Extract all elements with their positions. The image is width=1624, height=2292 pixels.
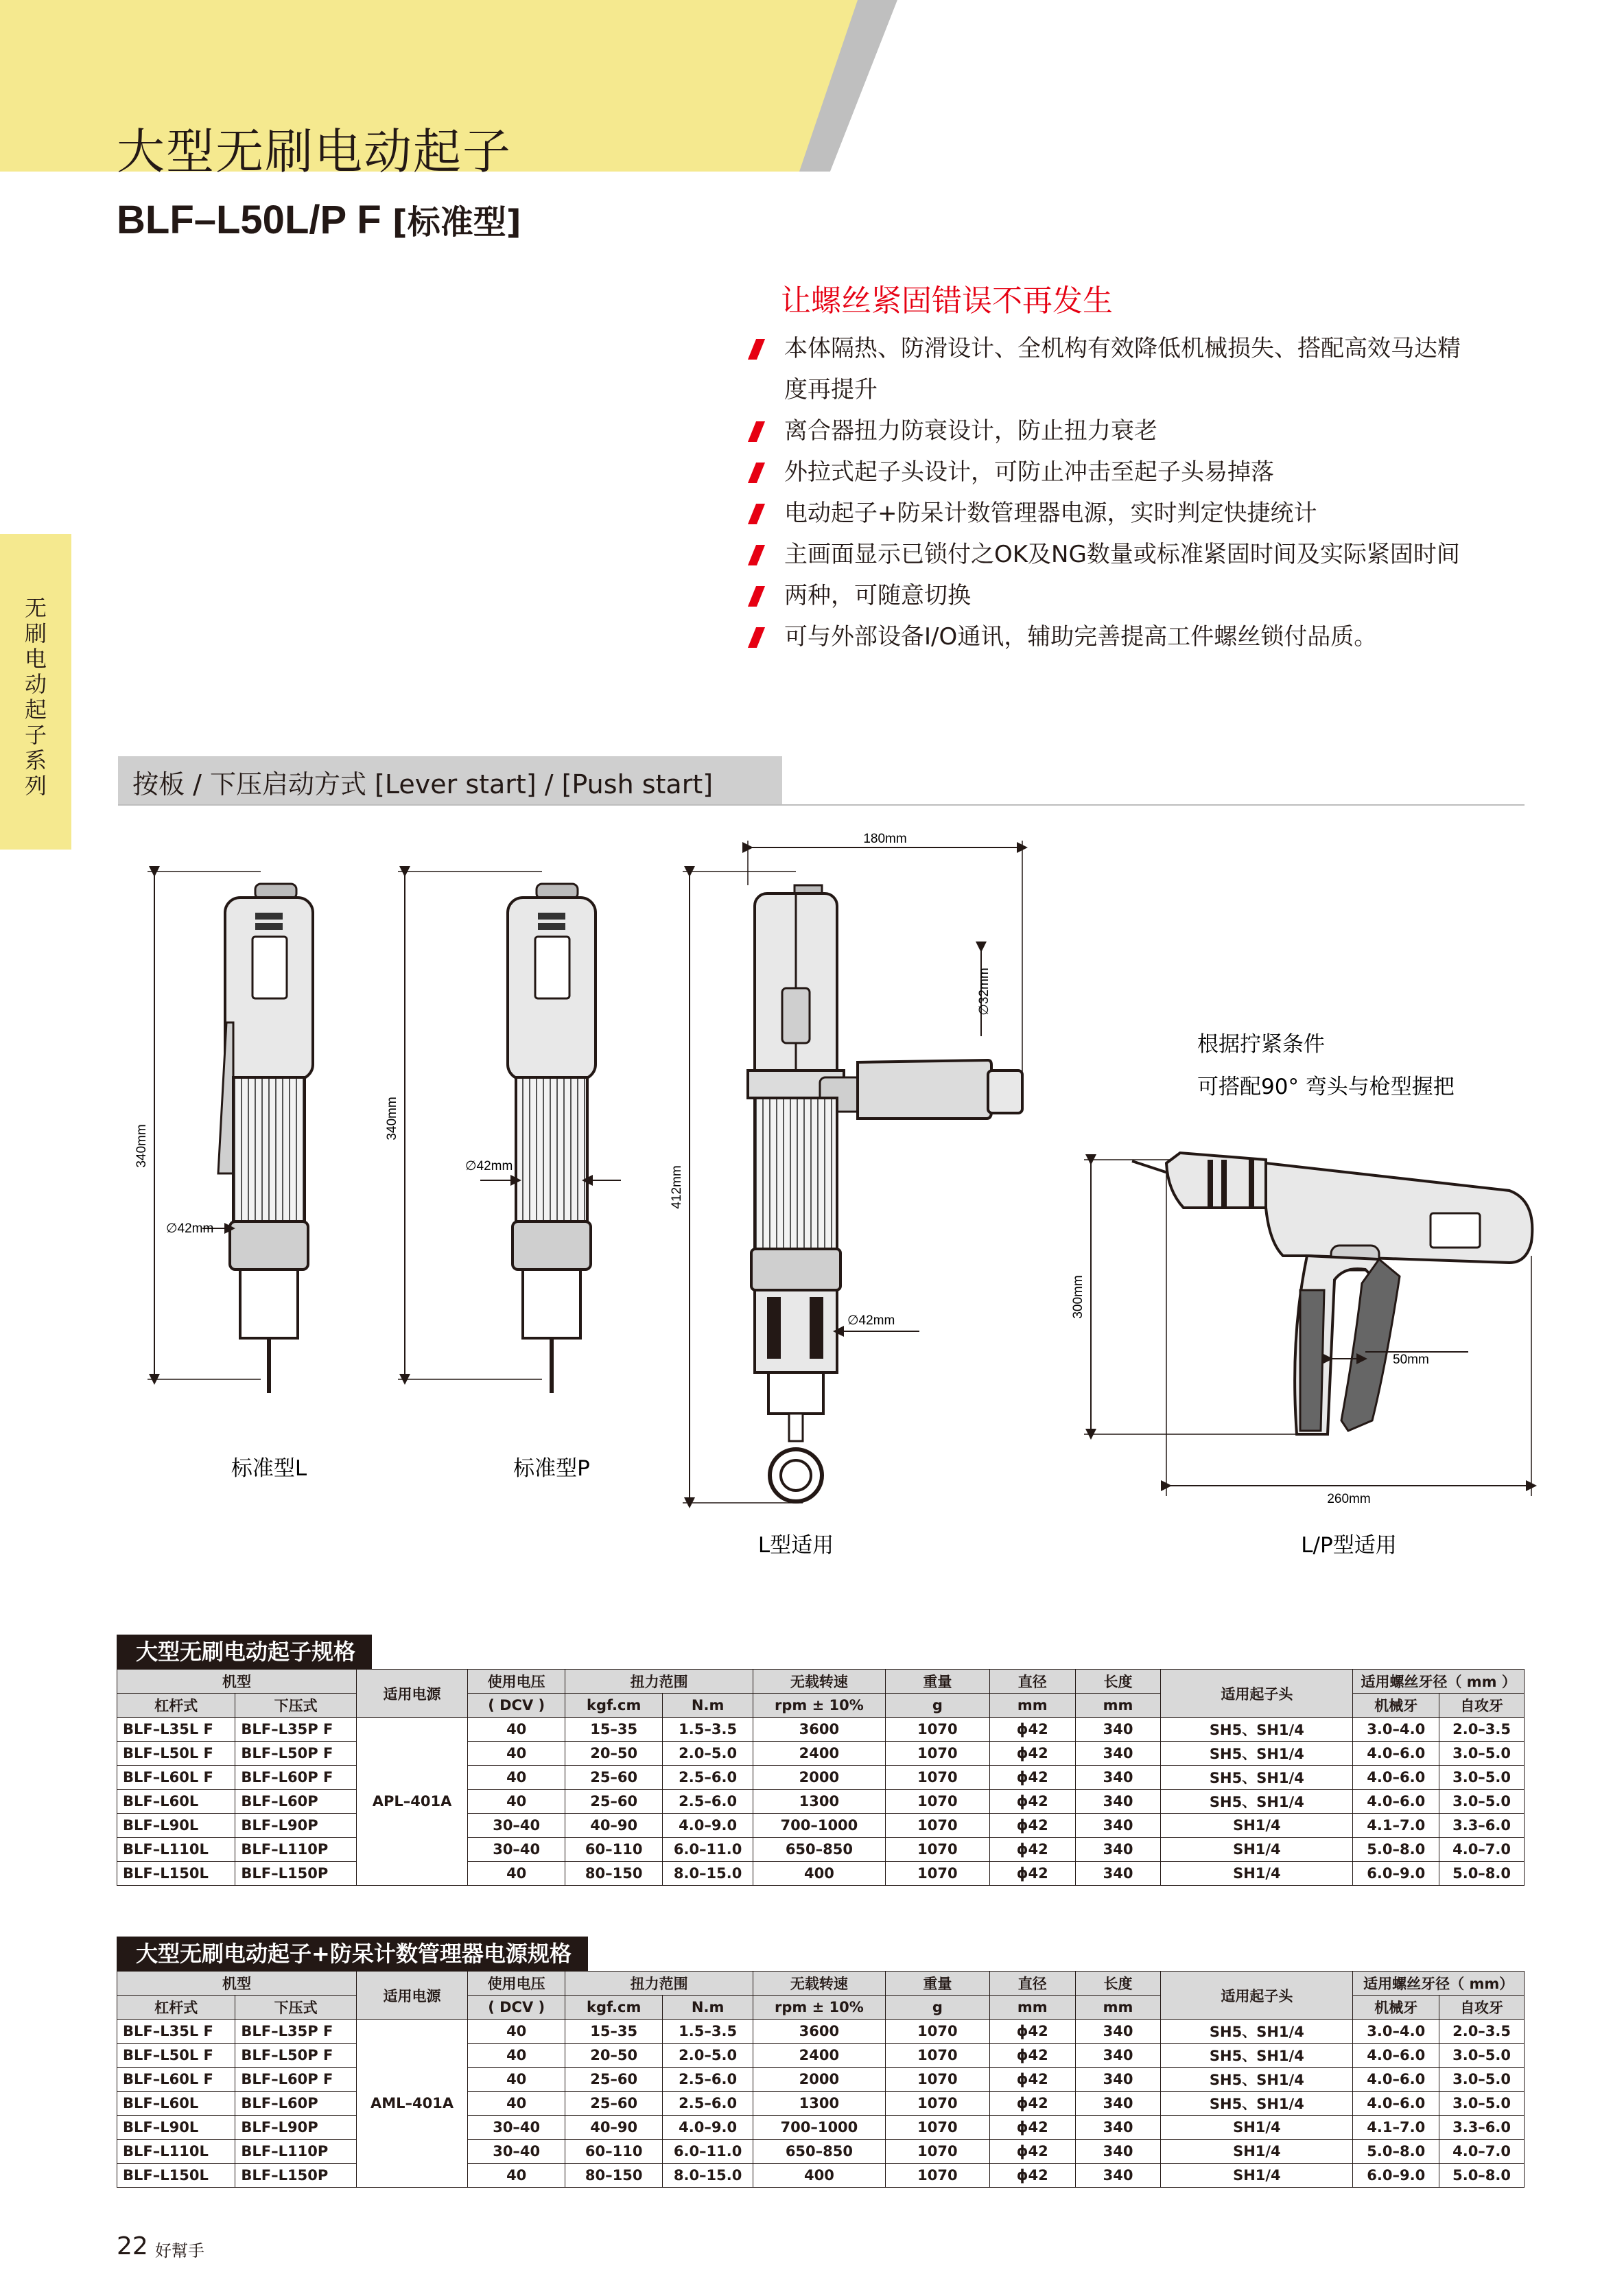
model-number: BLF–L50L/P F [117, 198, 381, 242]
table-cell: SH5、SH1/4 [1161, 2068, 1353, 2092]
table-cell: 340 [1075, 1838, 1161, 1862]
table-cell: 1070 [885, 1790, 989, 1814]
driver-p-drawing [385, 872, 621, 1481]
table-cell: 340 [1075, 2116, 1161, 2140]
table-cell: 5.0–8.0 [1353, 1838, 1439, 1862]
table-row [117, 2020, 1525, 2044]
table-cell: 1.5–3.5 [663, 2020, 753, 2044]
header-weight-unit: g [885, 1996, 989, 2020]
table-cell: 1070 [885, 2164, 989, 2188]
table-cell: SH1/4 [1161, 1862, 1353, 1886]
header-push: 下压式 [235, 1996, 356, 2020]
table-cell: BLF–L35P F [235, 2020, 356, 2044]
table-cell: 1070 [885, 2068, 989, 2092]
table-cell: 30–40 [468, 2140, 565, 2164]
table-cell: 25–60 [565, 1790, 663, 1814]
side-tab-label: 无刷电动起子系列 [24, 595, 47, 799]
table-cell: 40 [468, 2092, 565, 2116]
header-length-unit: mm [1075, 1996, 1161, 2020]
table-row [117, 1790, 1525, 1814]
table-cell: SH1/4 [1161, 1814, 1353, 1838]
header-nm: N.m [663, 1694, 753, 1718]
header-thread: 适用螺丝牙径（ mm） [1353, 1972, 1525, 1996]
table-cell: 1070 [885, 1742, 989, 1766]
table-row [117, 1742, 1525, 1766]
table-cell: 4.0–9.0 [663, 1814, 753, 1838]
header-speed-unit: rpm ± 10% [753, 1694, 886, 1718]
table-row [117, 2140, 1525, 2164]
table-cell: ϕ42 [989, 2164, 1075, 2188]
header-bit: 适用起子头 [1161, 1670, 1353, 1718]
table-cell: 2.0–3.5 [1439, 1718, 1525, 1742]
dim-42-l: ∅42mm [166, 1221, 214, 1236]
header-lever: 杠杆式 [117, 1694, 235, 1718]
header-speed-unit: rpm ± 10% [753, 1996, 886, 2020]
product-drawings [0, 817, 1624, 1571]
table-cell: 1070 [885, 1766, 989, 1790]
driver-l-drawing [134, 872, 313, 1481]
header-voltage: 使用电压 [468, 1670, 565, 1694]
table-cell: BLF–L90P [235, 1814, 356, 1838]
table-cell: BLF–L50L F [117, 1742, 235, 1766]
section-title: 按板 / 下压启动方式 [Lever start] / [Push start] [132, 769, 714, 799]
table-cell: 4.0–6.0 [1353, 1742, 1439, 1766]
table-cell: 2.0–3.5 [1439, 2020, 1525, 2044]
table-cell: ϕ42 [989, 2044, 1075, 2068]
table-cell: BLF–L60L F [117, 1766, 235, 1790]
table-cell: 340 [1075, 2164, 1161, 2188]
header-tapping: 自攻牙 [1439, 1996, 1525, 2020]
page-number: 22 [117, 2232, 148, 2260]
table-cell: 4.1–7.0 [1353, 2116, 1439, 2140]
dim-50: 50mm [1393, 1353, 1429, 1367]
header-power: 适用电源 [356, 1972, 467, 2020]
caption-p: 标准型P [513, 1456, 590, 1481]
table-cell: 3.0–5.0 [1439, 1766, 1525, 1790]
table-cell: 2400 [753, 2044, 886, 2068]
table-cell: 340 [1075, 2140, 1161, 2164]
table-cell: 15–35 [565, 2020, 663, 2044]
header-machine: 机械牙 [1353, 1996, 1439, 2020]
table-cell: BLF–L90L [117, 2116, 235, 2140]
table-cell: ϕ42 [989, 1790, 1075, 1814]
table-cell: BLF–L60L F [117, 2068, 235, 2092]
table-cell: 80–150 [565, 1862, 663, 1886]
spec-table-1 [117, 1669, 1525, 1886]
table-cell: 40 [468, 1718, 565, 1742]
header-torque: 扭力范围 [565, 1972, 753, 1996]
table-cell: 8.0–15.0 [663, 1862, 753, 1886]
table-cell: BLF–L60L [117, 1790, 235, 1814]
table-cell: 40 [468, 1766, 565, 1790]
table-cell: 650–850 [753, 2140, 886, 2164]
table-cell: 3.0–5.0 [1439, 2092, 1525, 2116]
table-cell: 4.0–7.0 [1439, 2140, 1525, 2164]
table-cell: 5.0–8.0 [1439, 2164, 1525, 2188]
dim-412: 412mm [670, 1165, 684, 1209]
table-cell: SH5、SH1/4 [1161, 2092, 1353, 2116]
table-cell: BLF–L60P [235, 2092, 356, 2116]
header-diameter-unit: mm [989, 1694, 1075, 1718]
table-cell: 80–150 [565, 2164, 663, 2188]
table-cell: BLF–L110P [235, 1838, 356, 1862]
table-row [117, 1766, 1525, 1790]
table-row [117, 2092, 1525, 2116]
bullet-icon [748, 627, 765, 648]
table-cell: 3.3–6.0 [1439, 2116, 1525, 2140]
header-length: 长度 [1075, 1972, 1161, 1996]
dim-42-p: ∅42mm [465, 1159, 513, 1173]
header-speed: 无载转速 [753, 1972, 886, 1996]
table-cell: 1070 [885, 1862, 989, 1886]
table-cell: SH1/4 [1161, 2116, 1353, 2140]
header-tapping: 自攻牙 [1439, 1694, 1525, 1718]
table-cell: ϕ42 [989, 2140, 1075, 2164]
table-cell: BLF–L110L [117, 1838, 235, 1862]
spec-table-2 [117, 1971, 1525, 2188]
table-cell: 400 [753, 1862, 886, 1886]
table-cell: 2400 [753, 1742, 886, 1766]
caption-l-type: L型适用 [757, 1533, 834, 1558]
bullet-icon [748, 545, 765, 565]
header-power: 适用电源 [356, 1670, 467, 1718]
power-cell: APL–401A [356, 1718, 467, 1886]
table-cell: 340 [1075, 1814, 1161, 1838]
table-cell: 650–850 [753, 1838, 886, 1862]
table-cell: ϕ42 [989, 2020, 1075, 2044]
feature-item: 本体隔热、防滑设计、全机构有效降低机械损失、搭配高效马达精 度再提升 [746, 328, 1535, 410]
bullet-icon [748, 463, 765, 483]
table-cell: 30–40 [468, 1838, 565, 1862]
table-cell: 4.0–7.0 [1439, 1838, 1525, 1862]
table-cell: 20–50 [565, 2044, 663, 2068]
header-voltage-unit: ( DCV ) [468, 1996, 565, 2020]
header-voltage-unit: ( DCV ) [468, 1694, 565, 1718]
header-lever: 杠杆式 [117, 1996, 235, 2020]
table-cell: ϕ42 [989, 1838, 1075, 1862]
caption-l: 标准型L [231, 1456, 307, 1481]
dim-180: 180mm [863, 832, 907, 846]
table-cell: 4.0–6.0 [1353, 1766, 1439, 1790]
footer-brand: 好幫手 [155, 2241, 204, 2260]
bullet-icon [748, 586, 765, 607]
model-title [117, 196, 521, 243]
table-cell: 4.0–6.0 [1353, 2044, 1439, 2068]
feature-item: 主画面显示已锁付之OK及NG数量或标准紧固时间及实际紧固时间 [746, 534, 1535, 575]
table-cell: 1070 [885, 2116, 989, 2140]
header-weight: 重量 [885, 1670, 989, 1694]
table-cell: BLF–L60P F [235, 1766, 356, 1790]
pistol-grip-drawing [1071, 1153, 1532, 1558]
table-cell: SH5、SH1/4 [1161, 1766, 1353, 1790]
table-row [117, 2044, 1525, 2068]
table-cell: 2.0–5.0 [663, 2044, 753, 2068]
table-cell: SH1/4 [1161, 2140, 1353, 2164]
table-cell: 40 [468, 2044, 565, 2068]
table-cell: 3.0–4.0 [1353, 1718, 1439, 1742]
table-cell: BLF–L35L F [117, 1718, 235, 1742]
table-cell: 3.0–4.0 [1353, 2020, 1439, 2044]
table-cell: 1070 [885, 2092, 989, 2116]
header-model: 机型 [117, 1670, 357, 1694]
table-cell: 5.0–8.0 [1353, 2140, 1439, 2164]
table-cell: 1070 [885, 1814, 989, 1838]
table-cell: 40 [468, 1742, 565, 1766]
dim-32: ∅32mm [977, 968, 991, 1016]
table-cell: 40 [468, 2068, 565, 2092]
table-cell: 4.0–9.0 [663, 2116, 753, 2140]
table-cell: BLF–L110P [235, 2140, 356, 2164]
table-cell: BLF–L35L F [117, 2020, 235, 2044]
table-row [117, 2164, 1525, 2188]
table-cell: 1070 [885, 2140, 989, 2164]
table-cell: 60–110 [565, 1838, 663, 1862]
table-cell: 30–40 [468, 2116, 565, 2140]
table-cell: SH5、SH1/4 [1161, 2044, 1353, 2068]
table-cell: 340 [1075, 1742, 1161, 1766]
dim-300: 300mm [1071, 1275, 1085, 1319]
section-divider [118, 804, 1525, 806]
dim-260: 260mm [1327, 1492, 1371, 1506]
table-cell: BLF–L35P F [235, 1718, 356, 1742]
table-cell: 2000 [753, 2068, 886, 2092]
page-title: 大型无刷电动起子 [117, 124, 512, 180]
table-cell: 6.0–11.0 [663, 1838, 753, 1862]
table-cell: 25–60 [565, 2068, 663, 2092]
table-cell: 25–60 [565, 2092, 663, 2116]
feature-list [746, 328, 1535, 657]
table-cell: 2000 [753, 1766, 886, 1790]
table-cell: 340 [1075, 1718, 1161, 1742]
table-cell: 3.0–5.0 [1439, 2044, 1525, 2068]
features-heading: 让螺丝紧固错误不再发生 [781, 283, 1113, 318]
table-cell: 4.0–6.0 [1353, 2092, 1439, 2116]
feature-item: 离合器扭力防衰设计，防止扭力衰老 [746, 410, 1535, 452]
table-row [117, 1862, 1525, 1886]
table-cell: 3600 [753, 2020, 886, 2044]
table-cell: 3.3–6.0 [1439, 1814, 1525, 1838]
table-cell: 30–40 [468, 1814, 565, 1838]
table-cell: ϕ42 [989, 2092, 1075, 2116]
table-cell: 4.0–6.0 [1353, 1790, 1439, 1814]
table1-title: 大型无刷电动起子规格 [117, 1635, 372, 1669]
table-cell: BLF–L50P F [235, 1742, 356, 1766]
dim-340-l: 340mm [134, 1124, 149, 1168]
feature-item: 电动起子+防呆计数管理器电源，实时判定快捷统计 [746, 493, 1535, 534]
note-line-1: 根据拧紧条件 [1197, 1032, 1325, 1057]
header-diameter-unit: mm [989, 1996, 1075, 2020]
table-row [117, 1838, 1525, 1862]
dim-340-p: 340mm [385, 1097, 399, 1141]
header-model: 机型 [117, 1972, 357, 1996]
table-cell: BLF–L90P [235, 2116, 356, 2140]
table-cell: 40 [468, 1862, 565, 1886]
table-cell: BLF–L50L F [117, 2044, 235, 2068]
feature-item: 可与外部设备I/O通讯，辅助完善提高工件螺丝锁付品质。 [746, 616, 1535, 657]
header-torque: 扭力范围 [565, 1670, 753, 1694]
table-cell: 3.0–5.0 [1439, 1790, 1525, 1814]
table-cell: ϕ42 [989, 2068, 1075, 2092]
header-speed: 无载转速 [753, 1670, 886, 1694]
table-cell: 340 [1075, 2092, 1161, 2116]
table-cell: ϕ42 [989, 1862, 1075, 1886]
table-cell: 6.0–9.0 [1353, 1862, 1439, 1886]
table-cell: 2.5–6.0 [663, 2068, 753, 2092]
table-cell: 1070 [885, 1718, 989, 1742]
table-cell: SH1/4 [1161, 1838, 1353, 1862]
header-kgf: kgf.cm [565, 1996, 663, 2020]
table-cell: 340 [1075, 2068, 1161, 2092]
header-length: 长度 [1075, 1670, 1161, 1694]
table-cell: BLF–L60P [235, 1790, 356, 1814]
table-cell: SH5、SH1/4 [1161, 1718, 1353, 1742]
table-cell: ϕ42 [989, 2116, 1075, 2140]
note-line-2: 可搭配90° 弯头与枪型握把 [1197, 1075, 1455, 1099]
header-kgf: kgf.cm [565, 1694, 663, 1718]
header-machine: 机械牙 [1353, 1694, 1439, 1718]
header-voltage: 使用电压 [468, 1972, 565, 1996]
table-cell: BLF–L90L [117, 1814, 235, 1838]
table-cell: 40 [468, 2164, 565, 2188]
table-cell: 20–50 [565, 1742, 663, 1766]
table-cell: 60–110 [565, 2140, 663, 2164]
table-cell: 340 [1075, 1766, 1161, 1790]
table-cell: 400 [753, 2164, 886, 2188]
table-cell: 700–1000 [753, 1814, 886, 1838]
table-cell: ϕ42 [989, 1766, 1075, 1790]
table-cell: 4.0–6.0 [1353, 2068, 1439, 2092]
table-cell: ϕ42 [989, 1742, 1075, 1766]
table-cell: 340 [1075, 1862, 1161, 1886]
header-thread: 适用螺丝牙径（ mm ） [1353, 1670, 1525, 1694]
table-cell: 5.0–8.0 [1439, 1862, 1525, 1886]
header-push: 下压式 [235, 1694, 356, 1718]
bullet-icon [748, 421, 765, 442]
caption-lp-type: L/P型适用 [1301, 1533, 1397, 1558]
header-weight-unit: g [885, 1694, 989, 1718]
table-cell: 3.0–5.0 [1439, 2068, 1525, 2092]
table-cell: BLF–L150L [117, 2164, 235, 2188]
table-cell: 40 [468, 1790, 565, 1814]
table-cell: 2.5–6.0 [663, 2092, 753, 2116]
table-cell: 1.5–3.5 [663, 1718, 753, 1742]
table-cell: 1300 [753, 1790, 886, 1814]
table-cell: SH5、SH1/4 [1161, 1790, 1353, 1814]
header-nm: N.m [663, 1996, 753, 2020]
header-diameter: 直径 [989, 1670, 1075, 1694]
table-cell: BLF–L150P [235, 2164, 356, 2188]
feature-item: 两种，可随意切换 [746, 575, 1535, 616]
table-cell: 2.5–6.0 [663, 1766, 753, 1790]
table-cell: SH1/4 [1161, 2164, 1353, 2188]
table-cell: 340 [1075, 2044, 1161, 2068]
model-type: [标准型] [392, 203, 521, 242]
table-cell: ϕ42 [989, 1814, 1075, 1838]
table-cell: 8.0–15.0 [663, 2164, 753, 2188]
dim-42-c: ∅42mm [847, 1313, 895, 1328]
table-cell: 1070 [885, 1838, 989, 1862]
table-cell: 700–1000 [753, 2116, 886, 2140]
table-cell: 25–60 [565, 1766, 663, 1790]
table-cell: 40 [468, 2020, 565, 2044]
bullet-icon [748, 339, 765, 360]
table-cell: 2.5–6.0 [663, 1790, 753, 1814]
table-cell: BLF–L150P [235, 1862, 356, 1886]
table-cell: ϕ42 [989, 1718, 1075, 1742]
table-row [117, 1814, 1525, 1838]
table-cell: SH5、SH1/4 [1161, 1742, 1353, 1766]
power-cell: AML–401A [356, 2020, 467, 2188]
feature-item: 外拉式起子头设计，可防止冲击至起子头易掉落 [746, 452, 1535, 493]
bullet-icon [748, 504, 765, 524]
table-cell: 3600 [753, 1718, 886, 1742]
table-cell: SH5、SH1/4 [1161, 2020, 1353, 2044]
table-cell: 6.0–11.0 [663, 2140, 753, 2164]
table-cell: 340 [1075, 2020, 1161, 2044]
table-cell: BLF–L150L [117, 1862, 235, 1886]
table-row [117, 2116, 1525, 2140]
table-cell: 1300 [753, 2092, 886, 2116]
header-diameter: 直径 [989, 1972, 1075, 1996]
table-cell: 2.0–5.0 [663, 1742, 753, 1766]
table2-title: 大型无刷电动起子+防呆计数管理器电源规格 [117, 1937, 588, 1971]
table-row [117, 1718, 1525, 1742]
table-cell: 1070 [885, 2020, 989, 2044]
driver-handle-drawing [670, 832, 1022, 1558]
table-cell: 6.0–9.0 [1353, 2164, 1439, 2188]
table-cell: BLF–L110L [117, 2140, 235, 2164]
table-cell: BLF–L60P F [235, 2068, 356, 2092]
table-cell: 1070 [885, 2044, 989, 2068]
table-cell: BLF–L50P F [235, 2044, 356, 2068]
header-bit: 适用起子头 [1161, 1972, 1353, 2020]
table-cell: 15–35 [565, 1718, 663, 1742]
table-cell: 40–90 [565, 1814, 663, 1838]
header-weight: 重量 [885, 1972, 989, 1996]
table-cell: 3.0–5.0 [1439, 1742, 1525, 1766]
table-row [117, 2068, 1525, 2092]
table-cell: 40–90 [565, 2116, 663, 2140]
table-cell: 4.1–7.0 [1353, 1814, 1439, 1838]
header-length-unit: mm [1075, 1694, 1161, 1718]
table-cell: BLF–L60L [117, 2092, 235, 2116]
table-cell: 340 [1075, 1790, 1161, 1814]
